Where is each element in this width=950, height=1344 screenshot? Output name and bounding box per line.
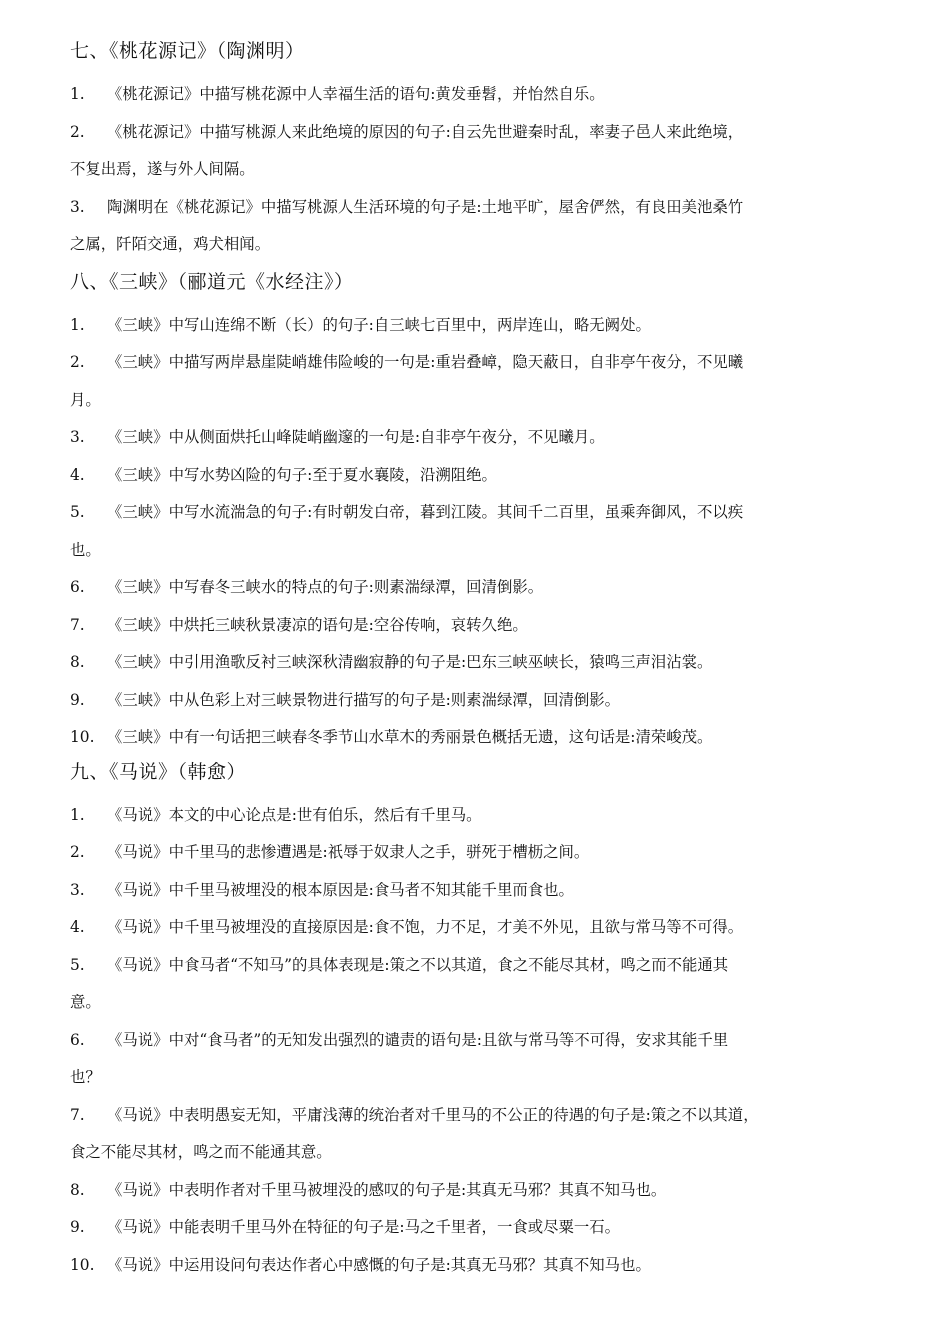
item-text: 《马说》中表明愚妄无知，平庸浅薄的统治者对千里马的不公正的待遇的句子是:策之不以其道， — [107, 1105, 759, 1124]
item-text: 《三峡》中写水势凶险的句子:至于夏水襄陵，沿溯阻绝。 — [107, 465, 497, 484]
list-item — [70, 419, 910, 457]
item-text: 《马说》中运用设问句表达作者心中感慨的句子是:其真无马邪？其真不知马也。 — [107, 1255, 651, 1274]
item-number: 9. — [70, 1218, 85, 1236]
section-taohuayuanji — [70, 38, 910, 264]
list-item — [70, 1172, 910, 1210]
item-number: 2. — [70, 843, 85, 861]
item-text: 《马说》中千里马的悲惨遭遇是:祇辱于奴隶人之手，骈死于槽枥之间。 — [107, 843, 590, 861]
item-text: 《三峡》中从侧面烘托山峰陡峭幽邃的一句是:自非亭午夜分，不见曦月。 — [107, 428, 605, 446]
list-item — [70, 114, 910, 152]
item-number: 6. — [70, 1030, 85, 1049]
list-item-continuation: 也。 — [70, 540, 101, 559]
item-text: 《桃花源记》中描写桃花源中人幸福生活的语句:黄发垂髫，并怡然自乐。 — [107, 85, 605, 103]
item-number: 10. — [70, 728, 95, 746]
item-text: 《马说》中千里马被埋没的直接原因是:食不饱，力不足，才美不外见，且欲与常马等不可得。 — [107, 918, 744, 936]
list-item-continuation: 月。 — [70, 390, 101, 409]
item-number: 2. — [70, 122, 85, 141]
list-item — [70, 569, 910, 607]
item-number: 3. — [70, 428, 85, 446]
list-item — [70, 1097, 910, 1135]
section-title: 八、《三峡》（郦道元《水经注》） — [70, 270, 354, 293]
item-number: 7. — [70, 615, 85, 634]
item-text: 《马说》中食马者“不知马”的具体表现是:策之不以其道，食之不能尽其材，鸣之而不能通其 — [107, 955, 729, 974]
item-text: 《三峡》中写山连绵不断（长）的句子:自三峡七百里中，两岸连山，略无阙处。 — [107, 315, 651, 334]
list-item — [70, 189, 910, 227]
list-item — [70, 947, 910, 985]
item-number: 5. — [70, 955, 85, 974]
item-number: 3. — [70, 880, 85, 899]
list-item — [70, 834, 910, 872]
item-text: 《三峡》中烘托三峡秋景凄凉的语句是:空谷传响，哀转久绝。 — [107, 615, 528, 634]
list-item — [70, 797, 910, 835]
item-number: 1. — [70, 315, 85, 334]
item-number: 9. — [70, 690, 85, 709]
item-number: 6. — [70, 578, 85, 596]
list-item-continuation: 也？ — [70, 1068, 101, 1086]
list-item-continuation: 食之不能尽其材，鸣之而不能通其意。 — [70, 1143, 332, 1161]
item-number: 3. — [70, 197, 85, 216]
item-number: 8. — [70, 653, 85, 671]
item-text: 《三峡》中描写两岸悬崖陡峭雄伟险峻的一句是:重岩叠嶂，隐天蔽日，自非亭午夜分，不见曦 — [107, 353, 744, 371]
item-number: 5. — [70, 503, 85, 521]
list-item — [70, 344, 910, 382]
item-number: 4. — [70, 465, 85, 484]
item-text: 《马说》中对“食马者”的无知发出强烈的谴责的语句是:且欲与常马等不可得，安求其能千里 — [107, 1030, 729, 1049]
item-text: 《桃花源记》中描写桃源人来此绝境的原因的句子:自云先世避秦时乱，率妻子邑人来此绝境， — [107, 122, 744, 141]
list-item — [70, 872, 910, 910]
item-text: 《三峡》中写水流湍急的句子:有时朝发白帝，暮到江陵。其间千二百里，虽乘奔御风，不以疾 — [107, 503, 744, 521]
item-text: 《三峡》中有一句话把三峡春冬季节山水草木的秀丽景色概括无遗，这句话是:清荣峻茂。 — [107, 728, 713, 746]
item-number: 8. — [70, 1180, 85, 1199]
list-item — [70, 607, 910, 645]
list-item — [70, 1247, 910, 1285]
item-text: 《马说》中千里马被埋没的根本原因是:食马者不知其能千里而食也。 — [107, 880, 574, 899]
item-number: 1. — [70, 85, 85, 103]
item-text: 《三峡》中从色彩上对三峡景物进行描写的句子是:则素湍绿潭，回清倒影。 — [107, 690, 621, 709]
section-title: 九、《马说》（韩愈） — [70, 760, 247, 783]
section-mashuo — [70, 759, 910, 1285]
list-item — [70, 719, 910, 757]
item-number: 10. — [70, 1255, 95, 1274]
list-item — [70, 494, 910, 532]
item-text: 《马说》中表明作者对千里马被埋没的感叹的句子是:其真无马邪？其真不知马也。 — [107, 1180, 667, 1199]
list-item — [70, 457, 910, 495]
list-item — [70, 76, 910, 114]
list-item-continuation: 不复出焉，遂与外人间隔。 — [70, 160, 255, 178]
item-text: 《马说》本文的中心论点是:世有伯乐，然后有千里马。 — [107, 805, 482, 824]
item-text: 《三峡》中写春冬三峡水的特点的句子:则素湍绿潭，回清倒影。 — [107, 578, 544, 596]
list-item — [70, 644, 910, 682]
item-number: 2. — [70, 353, 85, 371]
list-item — [70, 1022, 910, 1060]
list-item — [70, 682, 910, 720]
section-title: 七、《桃花源记》（陶渊明） — [70, 40, 305, 62]
list-item-continuation: 意。 — [70, 993, 101, 1011]
item-text: 《马说》中能表明千里马外在特征的句子是:马之千里者，一食或尽粟一石。 — [107, 1218, 621, 1236]
item-number: 1. — [70, 805, 85, 824]
list-item-continuation: 之属，阡陌交通，鸡犬相闻。 — [70, 235, 271, 253]
item-text: 《三峡》中引用渔歌反衬三峡深秋清幽寂静的句子是:巴东三峡巫峡长，猿鸣三声泪沾裳。 — [107, 653, 713, 671]
list-item — [70, 1209, 910, 1247]
item-text: 陶渊明在《桃花源记》中描写桃源人生活环境的句子是:土地平旷，屋舍俨然，有良田美池桑竹 — [107, 197, 744, 216]
list-item — [70, 909, 910, 947]
item-number: 4. — [70, 918, 85, 936]
section-sanxia — [70, 269, 910, 757]
item-number: 7. — [70, 1105, 85, 1124]
list-item — [70, 307, 910, 345]
